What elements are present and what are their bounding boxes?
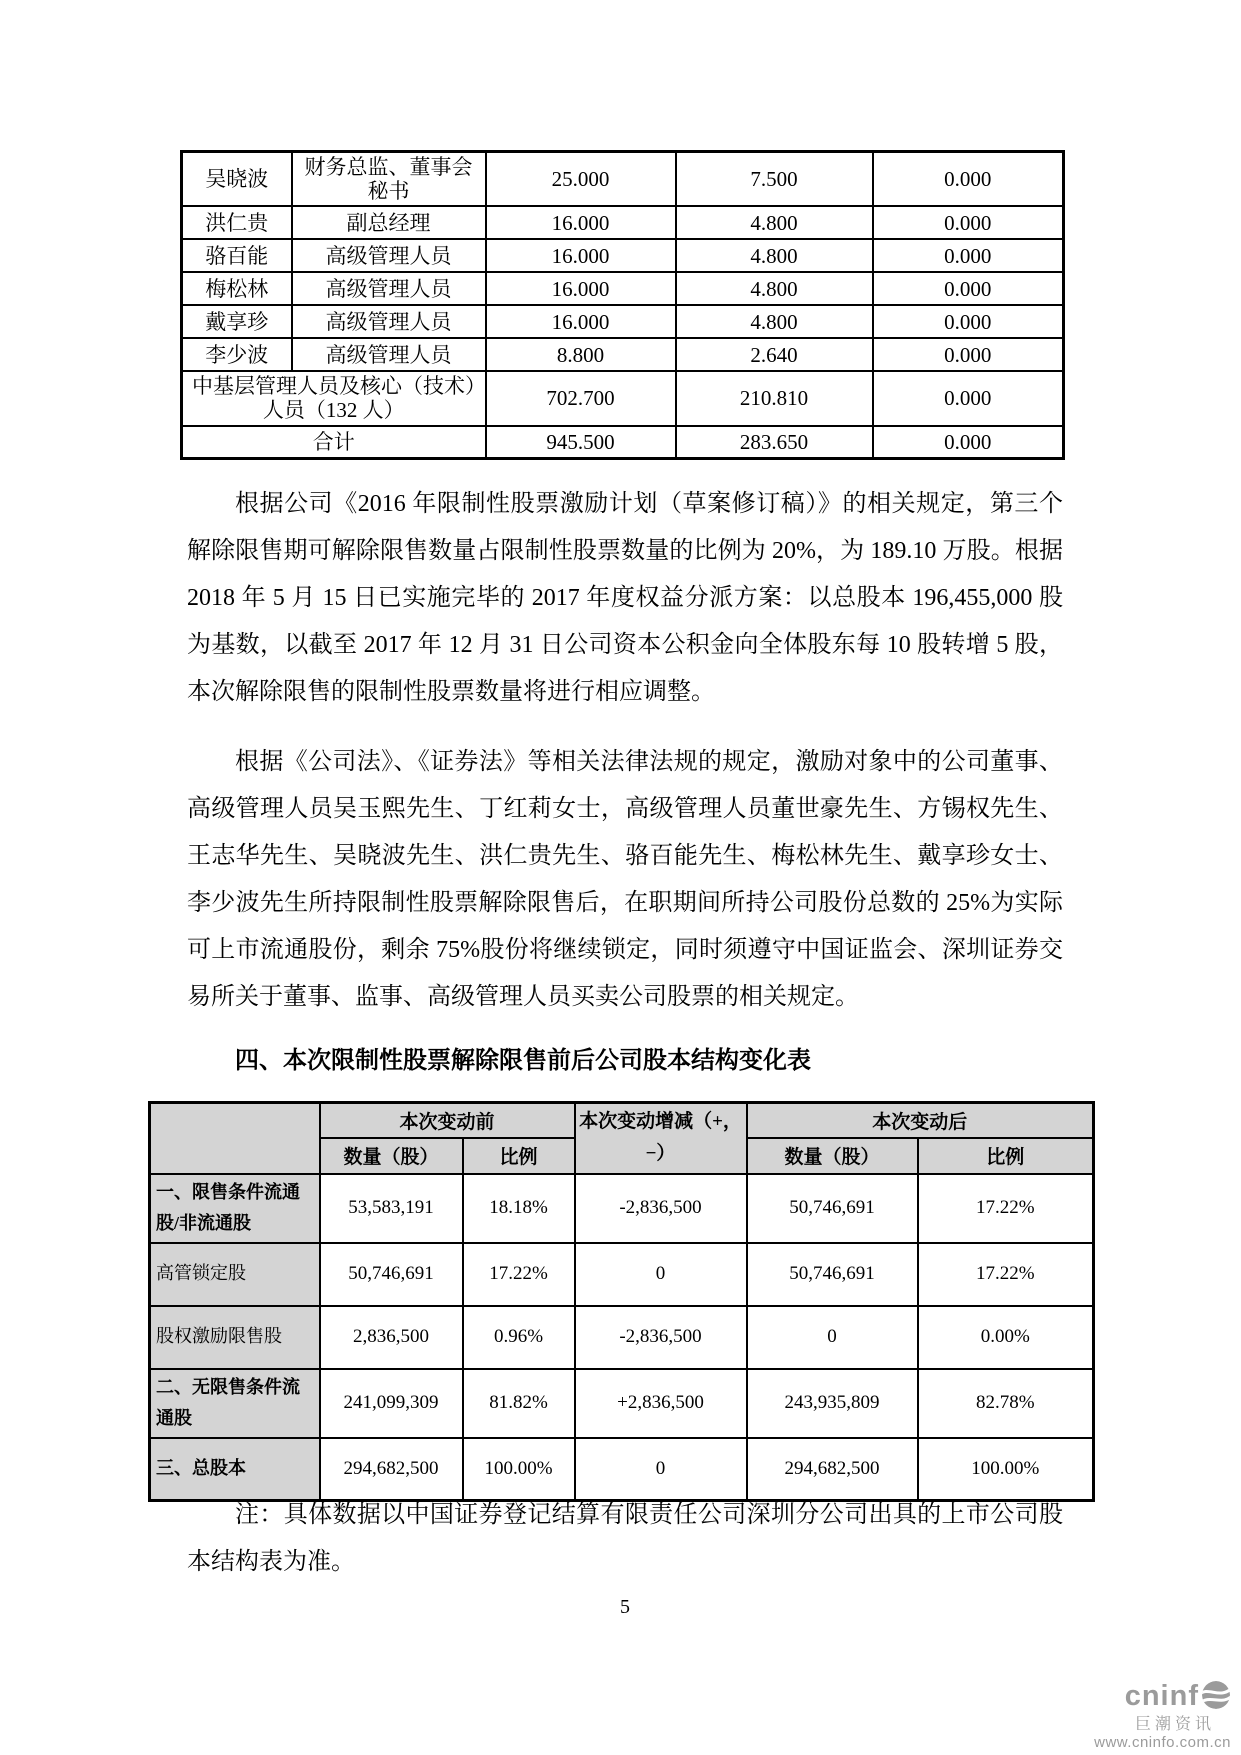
before-ratio: 100.00%	[463, 1438, 575, 1501]
change-value: 0	[575, 1438, 747, 1501]
table-row	[182, 206, 1064, 239]
incentive-holders-table-grid	[180, 150, 1065, 460]
before-qty: 241,099,309	[320, 1369, 463, 1438]
header-after: 本次变动后	[747, 1103, 1094, 1139]
paragraph-unlock-ratio: 根据公司《2016 年限制性股票激励计划（草案修订稿）》的相关规定，第三个解除限售期可解除限售数量占限制性股票数量的比例为 20%，为 189.10 万股。根据 2018 年 5 月 15 日已实施完毕的 2017 年度权益分派方案：以总股本 196,455,000 股为基数，以截至 2017 年 12 月 31 日公司资本公积金向全体股东每 10 股转增 5 股，本次解除限售的限制性股票数量将进行相应调整。	[187, 491, 1063, 705]
section-heading: 四、本次限制性股票解除限售前后公司股本结构变化表	[235, 1048, 811, 1074]
table-row	[150, 1174, 1094, 1243]
page-number: 5	[620, 1596, 630, 1618]
header-ratio-before: 比例	[463, 1138, 575, 1174]
change-value: -2,836,500	[575, 1306, 747, 1369]
holder-zero: 0.000	[873, 338, 1064, 371]
holder-name: 洪仁贵	[182, 206, 292, 239]
row-label: 一、限售条件流通股/非流通股	[150, 1174, 320, 1243]
group-zero: 0.000	[873, 371, 1064, 425]
holder-position: 高级管理人员	[292, 239, 486, 272]
before-qty: 2,836,500	[320, 1306, 463, 1369]
before-ratio: 81.82%	[463, 1369, 575, 1438]
table-row	[150, 1369, 1094, 1438]
paragraph-law-restriction: 根据《公司法》、《证券法》等相关法律法规的规定，激励对象中的公司董事、高级管理人员吴玉熙先生、丁红莉女士，高级管理人员董世豪先生、方锡权先生、王志华先生、吴晓波先生、洪仁贵先生、骆百能先生、梅松林先生、戴享珍女士、李少波先生所持限制性股票解除限售后，在职期间所持公司股份总数的 25%为实际可上市流通股份，剩余 75%股份将继续锁定，同时须遵守中国证监会、深圳证券交易所关于董事、监事、高级管理人员买卖公司股票的相关规定。	[187, 749, 1063, 1010]
holder-unlock: 4.800	[676, 272, 873, 305]
change-value: +2,836,500	[575, 1369, 747, 1438]
table-row-group	[182, 371, 1064, 425]
total-label: 合计	[182, 426, 486, 459]
table-row	[182, 239, 1064, 272]
after-ratio: 82.78%	[918, 1369, 1094, 1438]
holder-unlock: 7.500	[676, 152, 873, 207]
holder-name: 戴享珍	[182, 305, 292, 338]
holder-granted: 25.000	[486, 152, 676, 207]
table-row	[182, 152, 1064, 207]
total-zero: 0.000	[873, 426, 1064, 459]
header-change: 本次变动增减（+，−）	[575, 1103, 747, 1174]
holder-name: 梅松林	[182, 272, 292, 305]
holder-granted: 16.000	[486, 239, 676, 272]
header-qty-after: 数量（股）	[747, 1138, 918, 1174]
holder-zero: 0.000	[873, 152, 1064, 207]
row-label: 高管锁定股	[150, 1243, 320, 1306]
holder-unlock: 2.640	[676, 338, 873, 371]
before-qty: 50,746,691	[320, 1243, 463, 1306]
row-label: 股权激励限售股	[150, 1306, 320, 1369]
row-label: 三、总股本	[150, 1438, 320, 1501]
holder-position: 高级管理人员	[292, 305, 486, 338]
cninfo-url: www.cninfo.com.cn	[1094, 1734, 1231, 1752]
holder-position: 高级管理人员	[292, 272, 486, 305]
holder-name: 吴晓波	[182, 152, 292, 207]
table-row	[182, 272, 1064, 305]
holder-zero: 0.000	[873, 305, 1064, 338]
holder-position: 高级管理人员	[292, 338, 486, 371]
total-granted: 945.500	[486, 426, 676, 459]
corner-cell	[150, 1103, 320, 1174]
after-ratio: 0.00%	[918, 1306, 1094, 1369]
total-unlock: 283.650	[676, 426, 873, 459]
after-qty: 294,682,500	[747, 1438, 918, 1501]
change-value: 0	[575, 1243, 747, 1306]
cninfo-swirl-icon	[1201, 1680, 1231, 1715]
holder-zero: 0.000	[873, 239, 1064, 272]
cninfo-logo	[1071, 1680, 1231, 1752]
holder-zero: 0.000	[873, 206, 1064, 239]
share-structure-table-grid	[148, 1101, 1095, 1502]
header-row	[150, 1103, 1094, 1139]
after-qty: 0	[747, 1306, 918, 1369]
share-structure-table	[148, 1101, 1095, 1502]
before-qty: 53,583,191	[320, 1174, 463, 1243]
after-qty: 50,746,691	[747, 1174, 918, 1243]
after-ratio: 100.00%	[918, 1438, 1094, 1501]
holder-zero: 0.000	[873, 272, 1064, 305]
holder-position: 副总经理	[292, 206, 486, 239]
header-before: 本次变动前	[320, 1103, 575, 1139]
before-ratio: 18.18%	[463, 1174, 575, 1243]
holder-position: 财务总监、董事会秘书	[292, 152, 486, 207]
cninfo-wordmark: cninf	[1124, 1680, 1199, 1713]
holder-granted: 16.000	[486, 272, 676, 305]
table-row	[150, 1306, 1094, 1369]
group-label: 中基层管理人员及核心（技术）人员（132 人）	[182, 371, 486, 425]
holder-granted: 16.000	[486, 206, 676, 239]
table-row	[182, 305, 1064, 338]
holder-unlock: 4.800	[676, 206, 873, 239]
table-row	[150, 1243, 1094, 1306]
before-ratio: 0.96%	[463, 1306, 575, 1369]
before-ratio: 17.22%	[463, 1243, 575, 1306]
holder-granted: 8.800	[486, 338, 676, 371]
group-granted: 702.700	[486, 371, 676, 425]
row-label: 二、无限售条件流通股	[150, 1369, 320, 1438]
table-row-total	[182, 426, 1064, 459]
holder-name: 骆百能	[182, 239, 292, 272]
header-qty-before: 数量（股）	[320, 1138, 463, 1174]
after-qty: 243,935,809	[747, 1369, 918, 1438]
holder-granted: 16.000	[486, 305, 676, 338]
cninfo-wordmark-row	[1071, 1680, 1231, 1715]
header-ratio-after: 比例	[918, 1138, 1094, 1174]
after-ratio: 17.22%	[918, 1243, 1094, 1306]
holder-name: 李少波	[182, 338, 292, 371]
incentive-holders-table	[180, 150, 1065, 460]
before-qty: 294,682,500	[320, 1438, 463, 1501]
table-row	[182, 338, 1064, 371]
change-value: -2,836,500	[575, 1174, 747, 1243]
after-ratio: 17.22%	[918, 1174, 1094, 1243]
group-unlock: 210.810	[676, 371, 873, 425]
cninfo-name-cn: 巨潮资讯	[1134, 1715, 1215, 1733]
holder-unlock: 4.800	[676, 239, 873, 272]
note-paragraph: 注：具体数据以中国证券登记结算有限责任公司深圳分公司出具的上市公司股本结构表为准。	[187, 1502, 1063, 1575]
holder-unlock: 4.800	[676, 305, 873, 338]
after-qty: 50,746,691	[747, 1243, 918, 1306]
